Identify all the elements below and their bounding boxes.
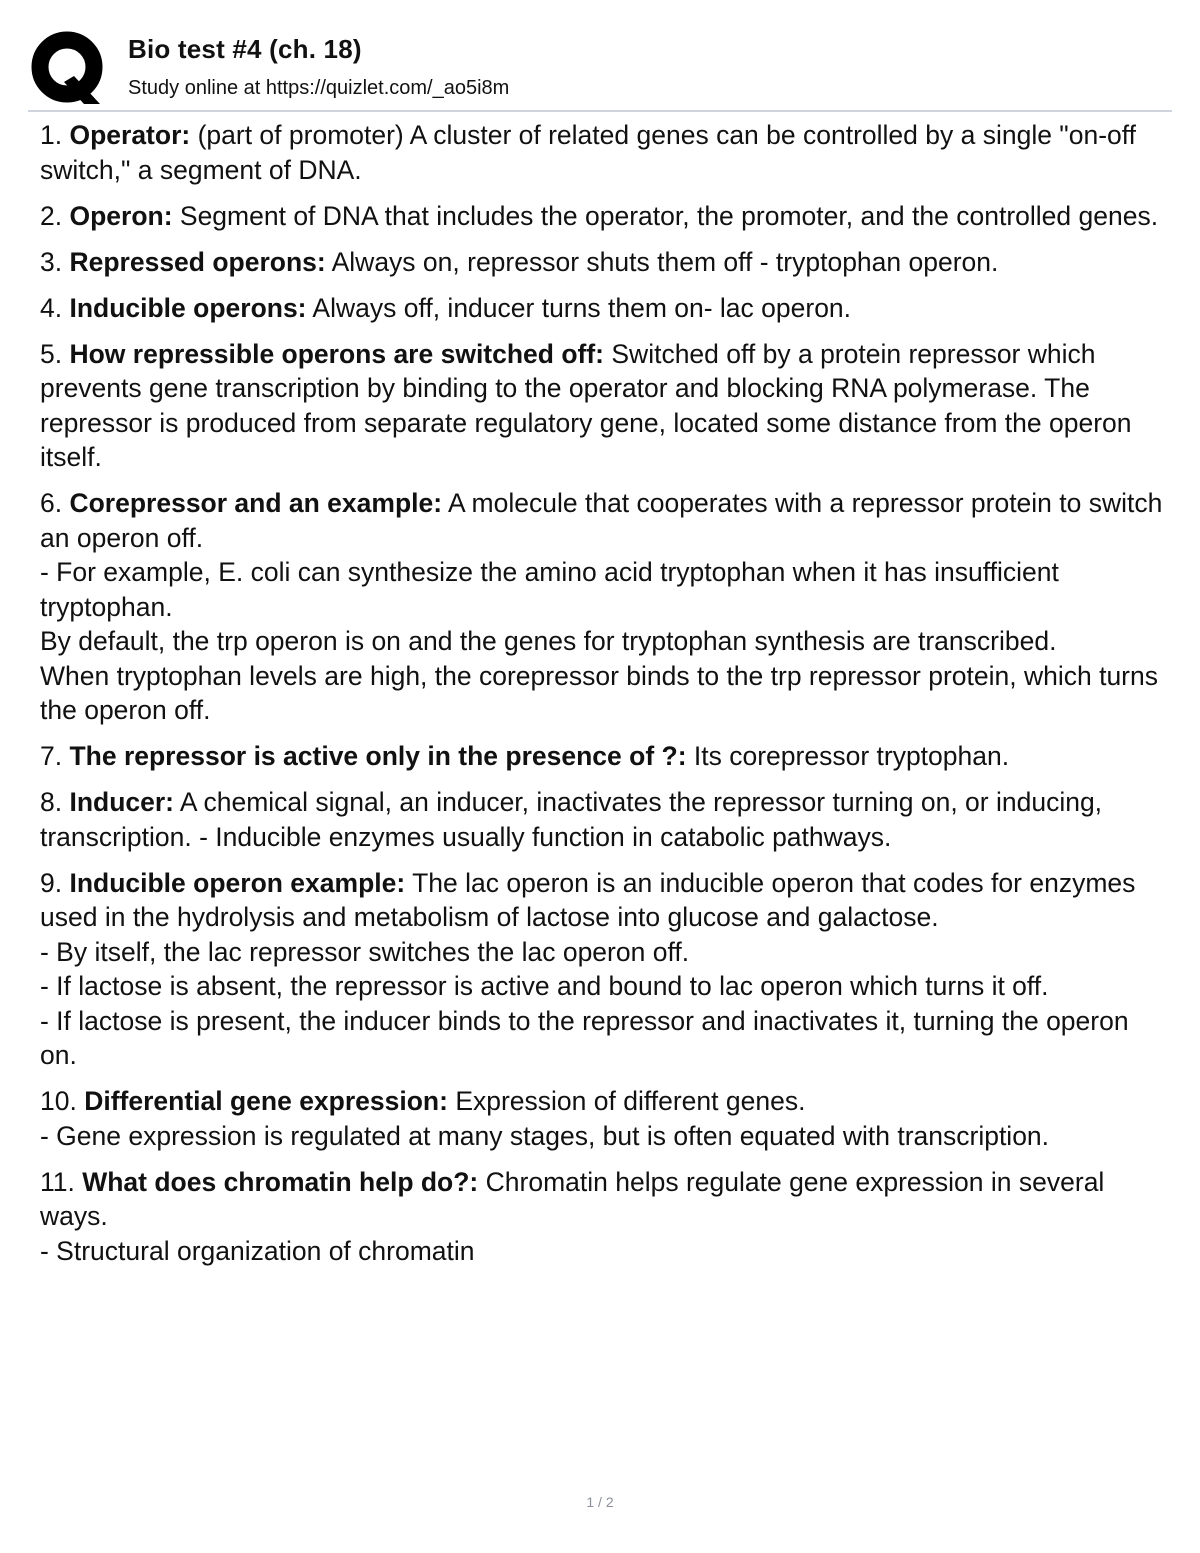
term-title: Operon:	[69, 200, 173, 231]
term-definition: A chemical signal, an inducer, inactivates the repressor turning on, or inducing, transcription. - Inducible enzymes usually function in catabolic pathways.	[40, 787, 1103, 852]
term-line	[40, 1084, 1168, 1119]
term-title: The repressor is active only in the presence of ?:	[69, 741, 687, 771]
term-title: Corepressor and an example:	[69, 488, 443, 518]
term-number: 3.	[40, 246, 70, 277]
term-line	[40, 1165, 1168, 1234]
term-definition: Always off, inducer turns them on- lac operon.	[306, 292, 852, 323]
definition-line: When tryptophan levels are high, the corepressor binds to the trp repressor protein, which turns the operon off.	[40, 660, 1158, 725]
definition-line: - If lactose is absent, the repressor is active and bound to lac operon which turns it off.	[40, 971, 1049, 1001]
term-line	[40, 245, 1168, 280]
term-definition: The lac operon is an inducible operon that codes for enzymes used in the hydrolysis and metabolism of lactose into glucose and galactose.	[40, 867, 1136, 932]
definition-line: - If lactose is present, the inducer binds to the repressor and inactivates it, turning the operon on.	[40, 1005, 1129, 1070]
term-item	[40, 486, 1168, 728]
term-line	[40, 486, 1168, 555]
term-title: Differential gene expression:	[84, 1086, 448, 1116]
term-item	[40, 291, 1168, 326]
term-line	[40, 739, 1168, 774]
term-line	[40, 291, 1168, 326]
term-number: 10.	[40, 1086, 85, 1116]
term-number: 5.	[40, 338, 70, 369]
term-item	[40, 118, 1168, 187]
term-item	[40, 1084, 1168, 1153]
term-definition: Segment of DNA that includes the operator, the promoter, and the controlled genes.	[172, 200, 1159, 231]
term-line	[40, 118, 1168, 187]
term-definition: Its corepressor tryptophan.	[686, 741, 1010, 771]
page-number: 1 / 2	[586, 1494, 614, 1510]
term-title: Operator:	[69, 120, 191, 150]
term-item	[40, 866, 1168, 1073]
term-item	[40, 337, 1168, 475]
quizlet-q-logo-icon	[30, 30, 106, 106]
term-item	[40, 199, 1168, 234]
term-item	[40, 785, 1168, 854]
term-number: 11.	[40, 1166, 83, 1197]
term-number: 4.	[40, 292, 70, 323]
header-divider	[28, 110, 1172, 112]
term-title: How repressible operons are switched off:	[69, 338, 605, 369]
definition-line: By default, the trp operon is on and the genes for tryptophan synthesis are transcribed.	[40, 626, 1057, 656]
definition-line: - Gene expression is regulated at many stages, but is often equated with transcription.	[40, 1120, 1050, 1151]
term-title: Inducer:	[69, 787, 175, 817]
term-definition: Expression of different genes.	[447, 1086, 806, 1116]
term-item	[40, 245, 1168, 280]
term-number: 7.	[40, 741, 70, 771]
term-definition: Switched off by a protein repressor which prevents gene transcription by binding to the operator and blocking RNA polymerase. The repressor is produced from separate regulatory gene, located some distance from the operon itself.	[40, 338, 1132, 472]
term-item	[40, 1165, 1168, 1269]
term-number: 9.	[40, 867, 70, 898]
term-number: 1.	[40, 120, 70, 150]
term-definition: Always on, repressor shuts them off - tryptophan operon.	[325, 246, 999, 277]
term-line	[40, 785, 1168, 854]
term-definition: (part of promoter) A cluster of related genes can be controlled by a single "on-off switch," a segment of DNA.	[40, 120, 1137, 185]
term-title: What does chromatin help do?:	[82, 1166, 479, 1197]
term-definition: Chromatin helps regulate gene expression in several ways.	[40, 1166, 1105, 1231]
flashcard-list	[40, 118, 1168, 1280]
term-item	[40, 739, 1168, 774]
term-number: 2.	[40, 200, 70, 231]
page-header	[28, 24, 1172, 106]
term-number: 8.	[40, 787, 70, 817]
term-number: 6.	[40, 488, 70, 518]
term-title: Repressed operons:	[69, 246, 326, 277]
term-title: Inducible operon example:	[69, 867, 406, 898]
page-title: Bio test #4 (ch. 18)	[128, 34, 362, 64]
term-line	[40, 199, 1168, 234]
definition-line: - Structural organization of chromatin	[40, 1235, 475, 1266]
term-line	[40, 337, 1168, 475]
term-title: Inducible operons:	[69, 292, 307, 323]
definition-line: - For example, E. coli can synthesize the amino acid tryptophan when it has insufficient tryptophan.	[40, 557, 1059, 622]
term-line	[40, 866, 1168, 935]
definition-line: - By itself, the lac repressor switches the lac operon off.	[40, 936, 690, 967]
study-link[interactable]: Study online at https://quizlet.com/_ao5i8m	[128, 77, 510, 99]
term-definition: A molecule that cooperates with a repressor protein to switch an operon off.	[40, 488, 1163, 553]
